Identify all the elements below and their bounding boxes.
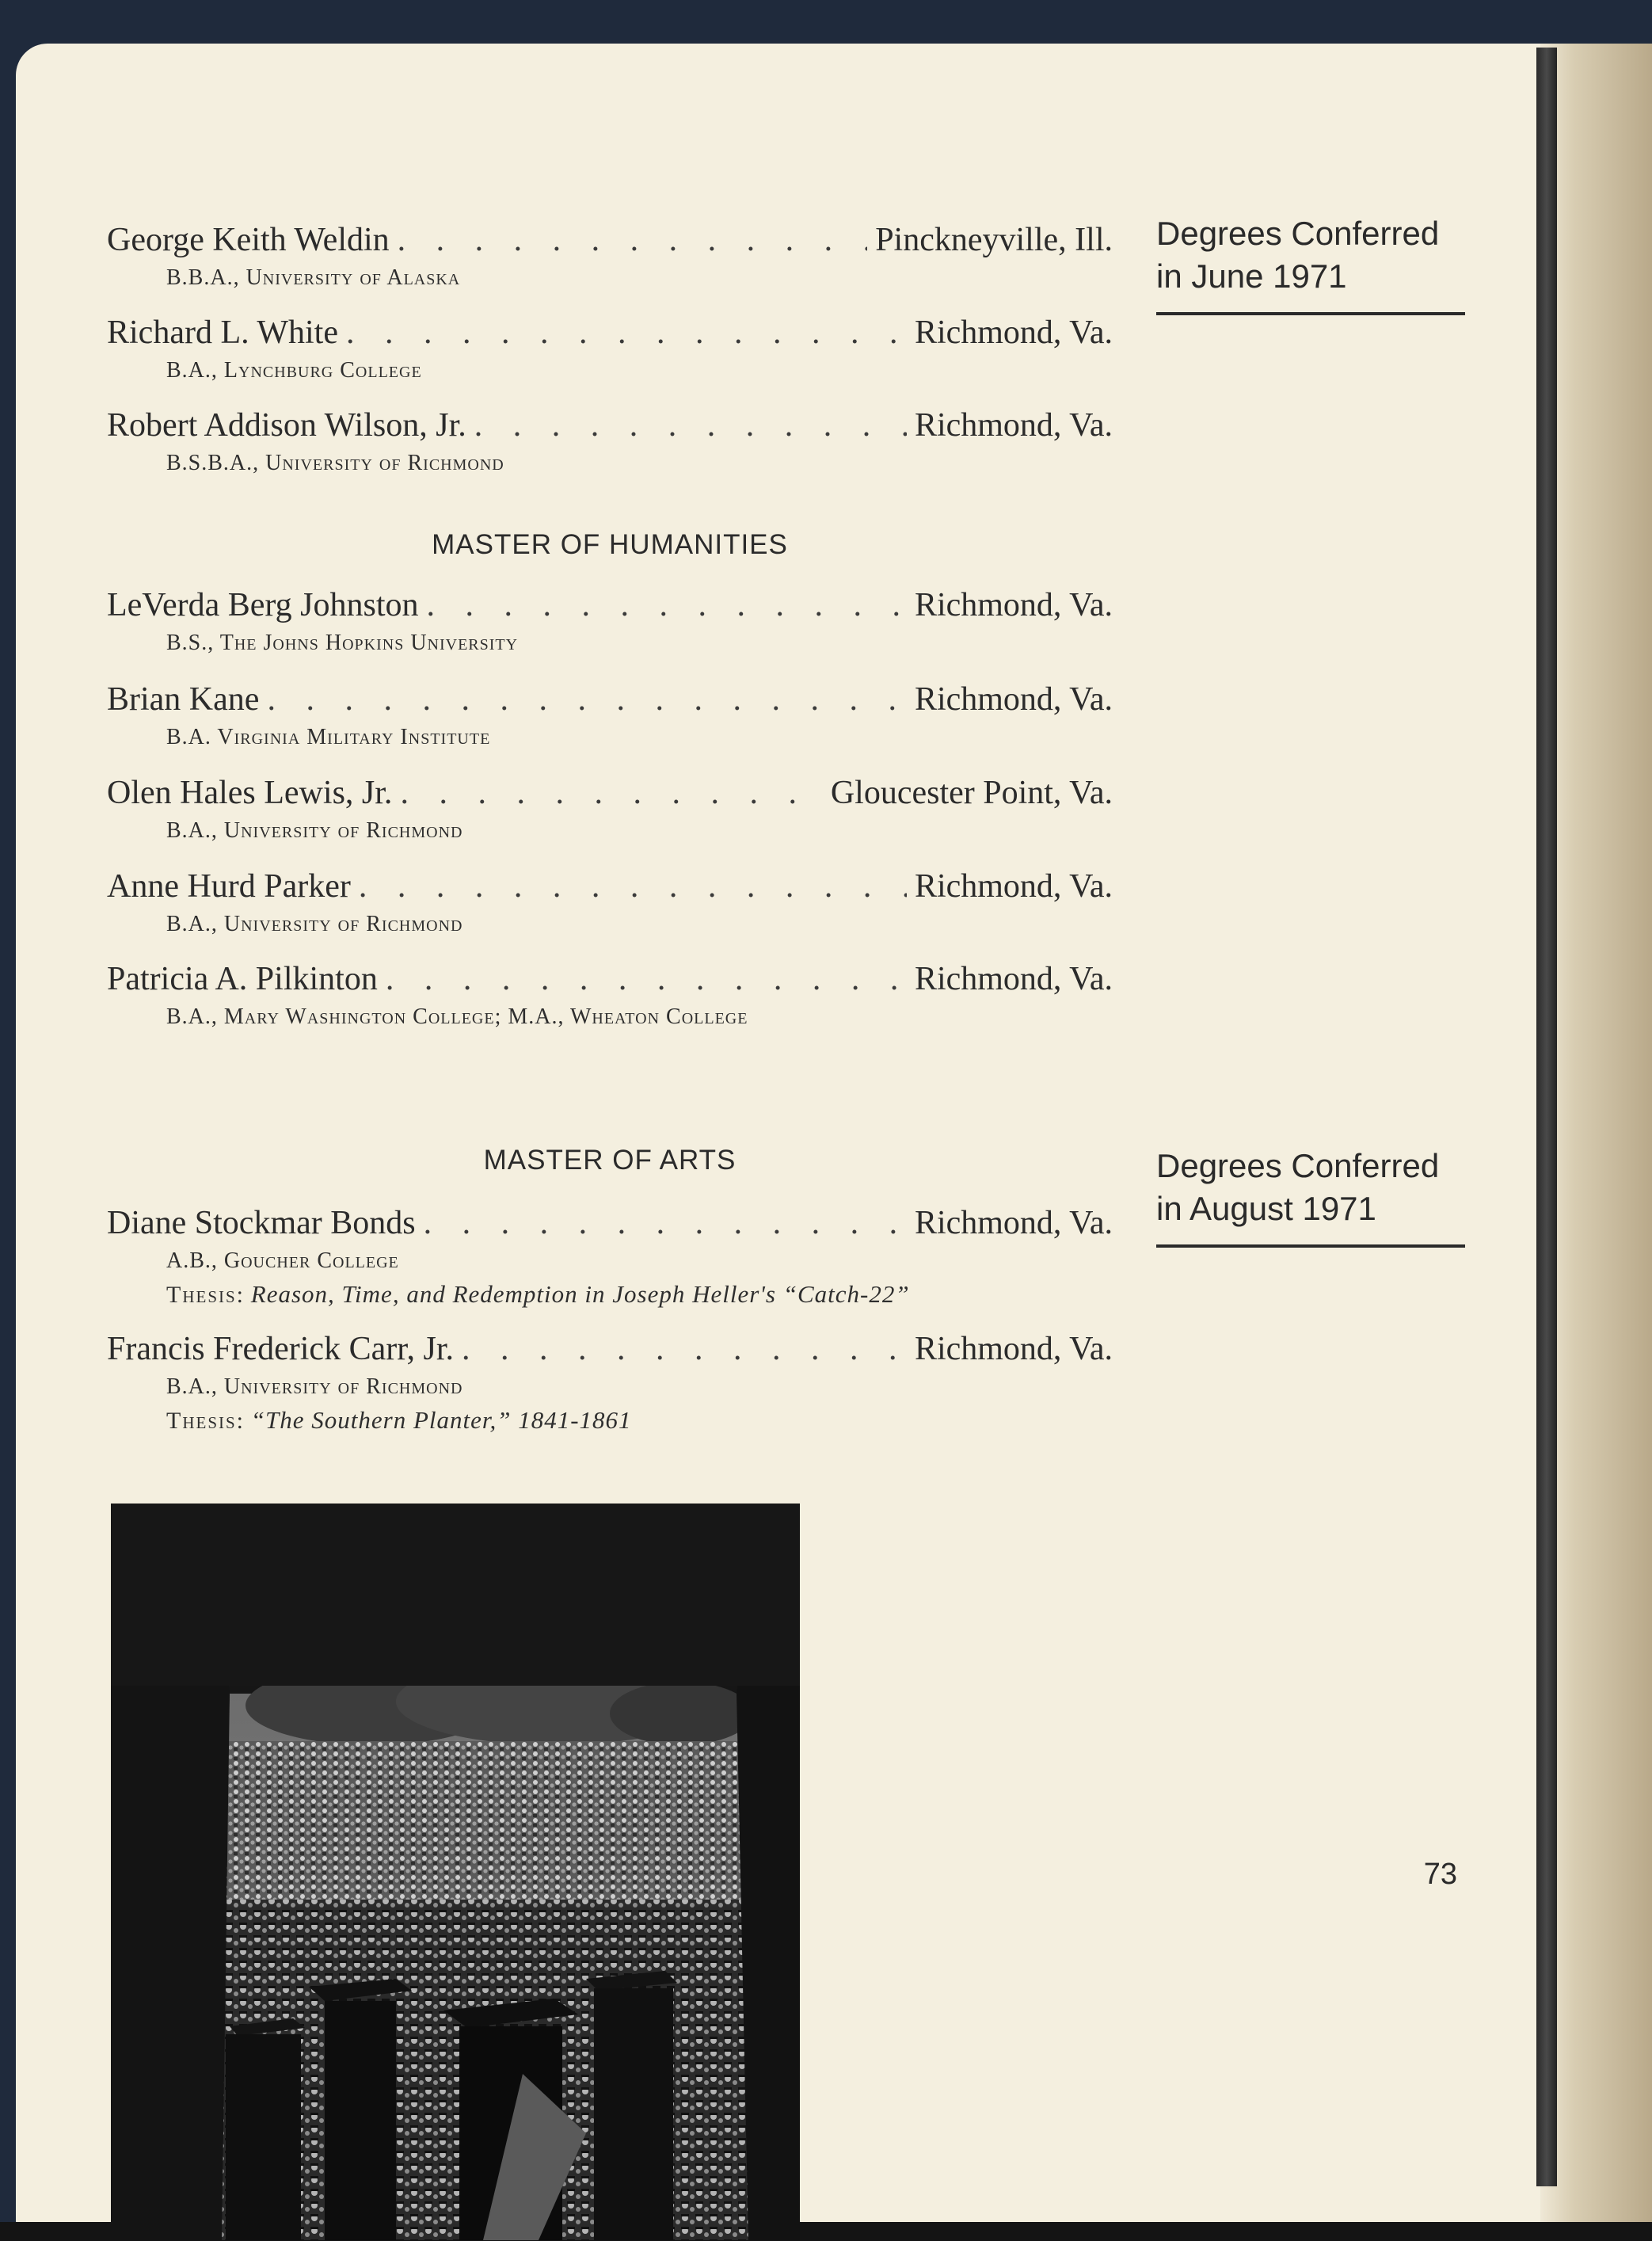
graduate-hometown: Richmond, Va. [914, 407, 1113, 444]
dot-leader [346, 311, 907, 355]
graduate-hometown: Richmond, Va. [914, 1205, 1113, 1241]
graduate-name: Richard L. White [107, 314, 338, 351]
graduate-entry [107, 218, 1113, 294]
graduate-name: Francis Frederick Carr, Jr. [107, 1331, 455, 1367]
dot-leader [398, 218, 868, 262]
section-heading-humanities: MASTER OF HUMANITIES [432, 529, 788, 560]
dot-leader [462, 1327, 907, 1371]
prior-degree: B.A., University of Richmond [166, 818, 463, 843]
dot-leader [386, 957, 907, 1001]
thesis-label: Thesis: [166, 1282, 246, 1308]
prior-degree: A.B., Goucher College [166, 1248, 399, 1273]
commencement-photo [111, 1504, 800, 2240]
graduate-hometown: Richmond, Va. [914, 587, 1113, 623]
graduate-name: Olen Hales Lewis, Jr. [107, 775, 393, 811]
thesis-title: Reason, Time, and Redemption in Joseph Heller's “Catch-22” [250, 1280, 910, 1308]
graduate-hometown: Richmond, Va. [914, 681, 1113, 718]
graduate-hometown: Pinckneyville, Ill. [875, 222, 1113, 258]
graduate-name: Robert Addison Wilson, Jr. [107, 407, 466, 444]
thesis-line [107, 1277, 1113, 1313]
graduate-entry [107, 1201, 1113, 1313]
graduate-name: Patricia A. Pilkinton [107, 961, 378, 997]
photo-graphic [111, 1504, 800, 2240]
graduate-hometown: Richmond, Va. [914, 1331, 1113, 1367]
side-note-line: Degrees Conferred [1156, 215, 1440, 252]
graduate-hometown: Richmond, Va. [914, 868, 1113, 905]
dot-leader [400, 771, 822, 815]
prior-degree: B.B.A., University of Alaska [166, 265, 461, 290]
side-note-line: in June 1971 [1156, 257, 1347, 295]
dot-leader [267, 677, 907, 722]
graduate-name: Brian Kane [107, 681, 260, 718]
graduate-name: Diane Stockmar Bonds [107, 1205, 416, 1241]
dot-leader [474, 403, 907, 448]
graduate-entry [107, 864, 1113, 940]
graduate-entry [107, 1327, 1113, 1439]
book-edge [1540, 44, 1652, 2241]
prior-degree: B.S.B.A., University of Richmond [166, 451, 504, 475]
dot-leader [426, 583, 906, 627]
graduate-hometown: Richmond, Va. [914, 961, 1113, 997]
thesis-label: Thesis: [166, 1408, 246, 1434]
graduate-entry [107, 957, 1113, 1033]
prior-degree: B.A., Lynchburg College [166, 358, 422, 383]
graduate-entry [107, 583, 1113, 659]
graduate-name: Anne Hurd Parker [107, 868, 351, 905]
prior-degree: B.A., University of Richmond [166, 1374, 463, 1399]
section-heading-arts: MASTER OF ARTS [483, 1145, 737, 1176]
graduate-name: LeVerda Berg Johnston [107, 587, 419, 623]
thesis-line [107, 1403, 1113, 1439]
graduate-entry [107, 677, 1113, 753]
graduate-entry [107, 403, 1113, 479]
prior-degree: B.A. Virginia Military Institute [166, 725, 491, 749]
side-note-june [1156, 212, 1465, 315]
graduate-hometown: Gloucester Point, Va. [830, 775, 1113, 811]
dot-leader [359, 864, 907, 909]
side-note-august [1156, 1145, 1465, 1248]
dot-leader [424, 1201, 907, 1245]
side-note-line: Degrees Conferred [1156, 1147, 1440, 1184]
prior-degree: B.A., University of Richmond [166, 912, 463, 936]
side-note-line: in August 1971 [1156, 1190, 1376, 1227]
book-spine [1536, 48, 1557, 2186]
graduate-hometown: Richmond, Va. [914, 314, 1113, 351]
prior-degree: B.S., The Johns Hopkins University [166, 631, 519, 655]
graduate-entry [107, 311, 1113, 387]
page-number: 73 [1423, 1858, 1457, 1891]
graduate-entry [107, 771, 1113, 847]
prior-degree: B.A., Mary Washington College; M.A., Wheaton College [166, 1004, 748, 1029]
graduate-name: George Keith Weldin [107, 222, 390, 258]
thesis-title: “The Southern Planter,” 1841-1861 [250, 1406, 632, 1434]
